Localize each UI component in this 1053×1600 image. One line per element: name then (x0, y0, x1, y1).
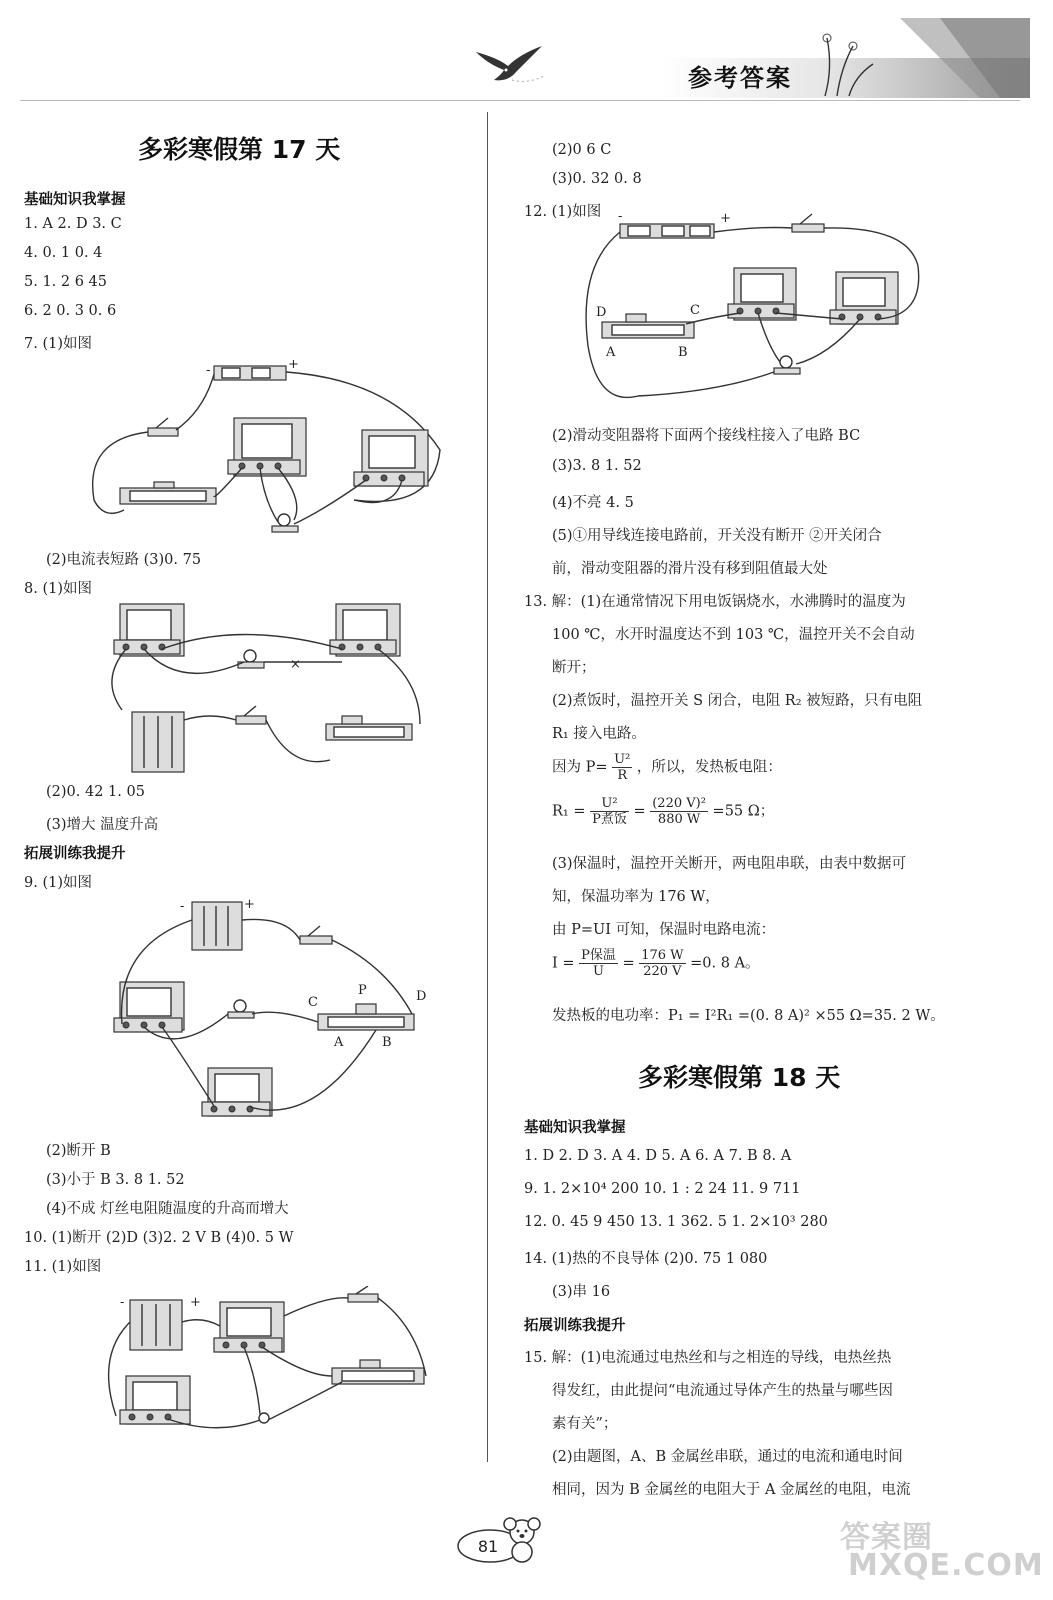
day17-q9-4: (4)不成 灯丝电阻随温度的升高而增大 (46, 1201, 289, 1217)
day17-q13-e: R₁ 接入电路。 (552, 726, 646, 742)
svg-text:+: + (244, 897, 255, 912)
day18-q14-2: (3)串 16 (552, 1284, 611, 1300)
q13-g-denominator-2: 880 W (657, 812, 701, 827)
q13-g-prefix: R₁ = (552, 803, 586, 820)
svg-text:-: - (180, 899, 185, 914)
day17-q8-1: 8. (1)如图 (24, 581, 92, 597)
circuit-figure-q12 (568, 206, 948, 406)
day17-q11-2: (2)0 6 C (552, 142, 612, 158)
day18-q15-c: 素有关”； (552, 1416, 618, 1432)
circuit-figure-q7 (64, 360, 444, 540)
header-title: 参考答案 (688, 64, 792, 92)
fig12-label-a: A (606, 345, 616, 360)
grass-ornament-icon (815, 28, 885, 98)
day18-q1-8: 1. D 2. D 3. A 4. D 5. A 6. A 7. B 8. A (524, 1148, 792, 1164)
q13-f-prefix: 因为 P= (552, 759, 608, 776)
svg-text:+: + (720, 211, 731, 226)
day18-q15-b: 得发红，由此提问“电流通过导体产生的热量与哪些因 (552, 1383, 893, 1399)
day17-q13-d: (2)煮饭时，温控开关 S 闭合，电阻 R₂ 被短路，只有电阻 (552, 693, 923, 709)
fig12-label-b: B (678, 345, 688, 360)
day18-ext-heading: 拓展训练我提升 (524, 1318, 626, 1334)
q13-k-fraction-1 (579, 948, 618, 979)
fig9-label-a: A (334, 1035, 344, 1050)
day18-title: 多彩寒假第 18 天 (638, 1063, 841, 1092)
column-divider (487, 112, 488, 1462)
circuit-figure-q8 (80, 600, 440, 780)
swallow-bird-icon (468, 40, 548, 86)
day17-q8-2: (2)0. 42 1. 05 (46, 784, 145, 800)
day17-q10: 10. (1)断开 (2)D (3)2. 2 V B (4)0. 5 W (24, 1230, 294, 1246)
fig9-label-d: D (416, 989, 427, 1004)
q13-g-numerator-2: (220 V)² (652, 796, 706, 811)
day17-q13-h: (3)保温时，温控开关断开，两电阻串联，由表中数据可 (552, 856, 907, 872)
day17-q7-2: (2)电流表短路 (3)0. 75 (46, 552, 202, 568)
day17-q6: 6. 2 0. 3 0. 6 (24, 303, 117, 319)
q13-k-denominator-1: U (593, 964, 604, 979)
day17-q13-j: 由 P=UI 可知，保温时电路电流： (552, 922, 776, 938)
q13-f-denominator: R (617, 768, 628, 783)
circuit-figure-q9 (86, 896, 446, 1132)
day17-q13-i: 知，保温功率为 176 W， (552, 889, 720, 905)
q13-f-suffix: ，所以，发热板电阻： (636, 759, 782, 776)
q13-k-equals: = (622, 955, 635, 972)
day17-q1-3: 1. A 2. D 3. C (24, 216, 122, 232)
q13-k-fraction-2 (639, 948, 685, 979)
q13-k-prefix: I = (552, 955, 575, 972)
day17-q5: 5. 1. 2 6 45 (24, 274, 108, 290)
q13-g-suffix: =55 Ω； (712, 803, 775, 820)
day17-q13-b: 100 ℃，水开时温度达不到 103 ℃，温控开关不会自动 (552, 627, 915, 643)
day17-q13-k (552, 948, 760, 979)
q13-k-numerator-1: P保温 (581, 948, 616, 963)
day17-q12-5b: 前，滑动变阻器的滑片没有移到阻值最大处 (552, 561, 828, 577)
day17-q13-l: 发热板的电功率：P₁ = I²R₁ =(0. 8 A)² ×55 Ω=35. 2 W。 (552, 1008, 945, 1024)
day17-q4: 4. 0. 1 0. 4 (24, 245, 103, 261)
day18-q14-1: 14. (1)热的不良导体 (2)0. 75 1 080 (524, 1251, 768, 1267)
q13-f-fraction (612, 752, 632, 783)
koala-icon (500, 1514, 544, 1564)
day17-q12-3: (3)3. 8 1. 52 (552, 458, 642, 474)
day17-q13-g (552, 796, 774, 827)
q13-g-fraction-2 (650, 796, 708, 827)
day17-q12-2: (2)滑动变阻器将下面两个接线柱接入了电路 BC (552, 428, 861, 444)
day18-q15-d: (2)由题图，A、B 金属丝串联，通过的电流和通电时间 (552, 1449, 903, 1465)
day17-q13-c: 断开； (552, 660, 596, 676)
fig9-label-c: C (308, 995, 318, 1010)
q13-g-numerator-1: U² (590, 796, 629, 812)
page-number: 81 (477, 1537, 499, 1556)
day18-q9-11: 9. 1. 2×10⁴ 200 10. 1 : 2 24 11. 9 711 (524, 1181, 801, 1197)
day18-basic-heading: 基础知识我掌握 (524, 1120, 626, 1136)
day17-title: 多彩寒假第 17 天 (138, 135, 341, 164)
q13-k-suffix: =0. 8 A。 (690, 955, 760, 972)
header-rule (20, 100, 1020, 101)
day17-q9-3: (3)小于 B 3. 8 1. 52 (46, 1172, 185, 1188)
svg-text:+: + (190, 1295, 201, 1310)
day17-q11-3: (3)0. 32 0. 8 (552, 171, 642, 187)
day17-q12-1: 12. (1)如图 (524, 204, 602, 220)
watermark-bottom: MXQE.COM (848, 1548, 1044, 1583)
svg-text:-: - (206, 363, 211, 378)
day18-q15-e: 相同，因为 B 金属丝的电阻大于 A 金属丝的电阻，电流 (552, 1482, 911, 1498)
fig12-label-d: D (596, 305, 607, 320)
svg-text:+: + (288, 360, 299, 372)
fig9-label-b: B (382, 1035, 392, 1050)
day17-q8-3: (3)增大 温度升高 (46, 817, 159, 833)
svg-text:-: - (120, 1295, 125, 1310)
day17-q12-5a: (5)①用导线连接电路前，开关没有断开 ②开关闭合 (552, 528, 882, 544)
q13-g-equals: = (633, 803, 646, 820)
day17-q13-f (552, 752, 782, 783)
q13-f-numerator: U² (614, 752, 631, 767)
day17-q7-1: 7. (1)如图 (24, 336, 92, 352)
q13-k-denominator-2: 220 V (643, 964, 682, 979)
svg-text:-: - (618, 209, 623, 224)
day17-q11-1: 11. (1)如图 (24, 1259, 102, 1275)
watermark-top: 答案圈 (840, 1520, 933, 1555)
day17-basic-heading: 基础知识我掌握 (24, 192, 126, 208)
q13-g-fraction-1 (590, 796, 629, 827)
day17-q9-2: (2)断开 B (46, 1143, 111, 1159)
circuit-figure-q11 (86, 1286, 446, 1446)
q13-k-numerator-2: 176 W (641, 948, 684, 963)
fig12-label-c: C (690, 303, 700, 318)
svg-text:×: × (290, 657, 301, 672)
day17-q9-1: 9. (1)如图 (24, 875, 92, 891)
day18-q12-13: 12. 0. 45 9 450 13. 1 362. 5 1. 2×10³ 280 (524, 1214, 828, 1230)
day17-q13-a: 13. 解：(1)在通常情况下用电饭锅烧水，水沸腾时的温度为 (524, 594, 906, 610)
day18-q15-a: 15. 解：(1)电流通过电热丝和与之相连的导线，电热丝热 (524, 1350, 892, 1366)
day17-ext-heading: 拓展训练我提升 (24, 846, 126, 862)
q13-g-denominator-1: P煮饭 (592, 812, 627, 827)
day17-q12-4: (4)不亮 4. 5 (552, 495, 634, 511)
fig9-label-p: P (358, 983, 367, 998)
